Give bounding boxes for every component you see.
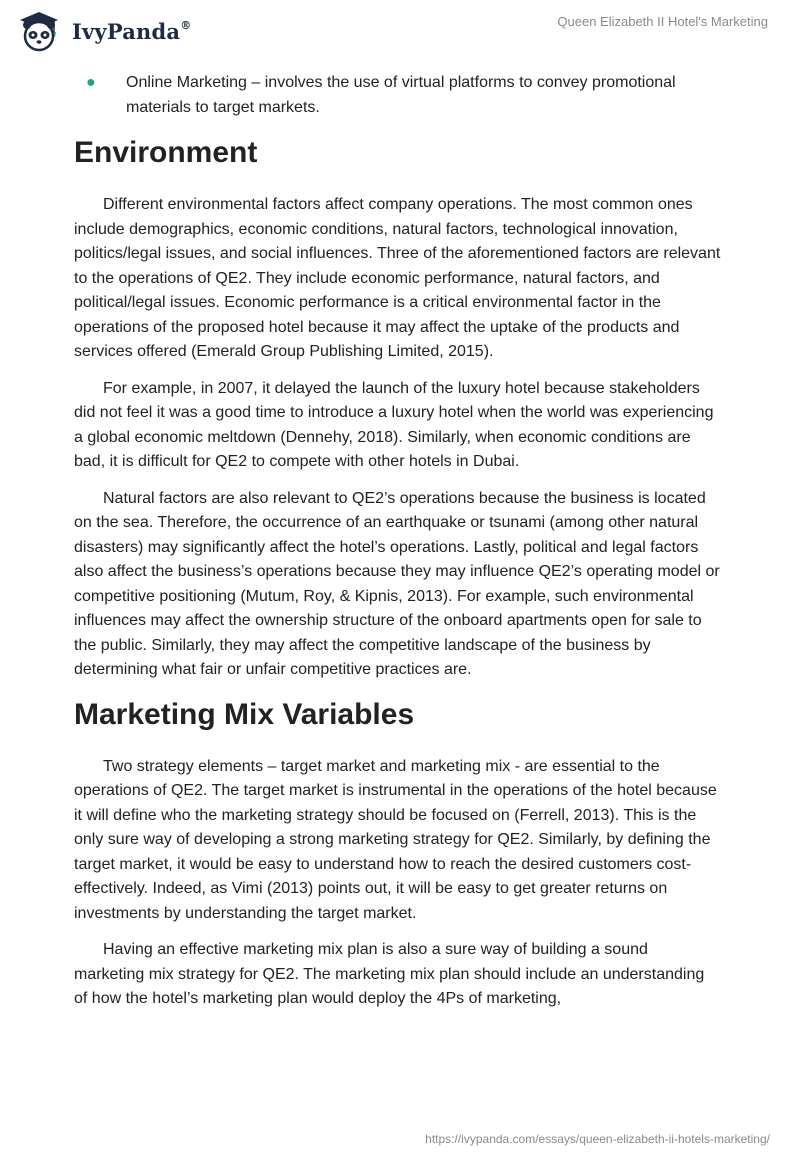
list-item-text: Online Marketing – involves the use of virtual platforms to convey promotional materials to target markets.: [126, 74, 676, 116]
brand-name[interactable]: [72, 19, 191, 44]
paragraph: Having an effective marketing mix plan is also a sure way of building a sound marketing mix strategy for QE2. The marketing mix plan should include an understanding of how the hotel’s marketing plan would deploy the 4Ps of marketing,: [74, 941, 705, 1007]
document-title: Queen Elizabeth II Hotel's Marketing: [557, 14, 768, 29]
source-url[interactable]: https://ivypanda.com/essays/queen-elizabeth-ii-hotels-marketing/: [425, 1132, 770, 1146]
bullet-dot-icon: ●: [86, 74, 96, 91]
page-header: [0, 0, 800, 64]
essay-content: [74, 70, 722, 1024]
list-item: [74, 70, 722, 120]
paragraph: Natural factors are also relevant to QE2’s operations because the business is located on the sea. Therefore, the occurrence of an earthquake or tsunami (among other natural disasters) may significantly affect the hotel’s operations. Lastly, political and legal factors also affect the business’s operations because they may influence QE2’s operating model or competitive positioning (Mutum, Roy, & Kipnis, 2013). For example, such environmental influences may affect the ownership structure of the onboard apartments open for sale to the public. Similarly, they may affect the competitive landscape of the business by determining what fair or unfair competitive practices are.: [74, 489, 720, 678]
paragraph: For example, in 2007, it delayed the launch of the luxury hotel because stakeholders did not feel it was a good time to introduce a luxury hotel when the world was experiencing a global economic meltdown (Dennehy, 2018). Similarly, when economic conditions are bad, it is difficult for QE2 to compete with other hotels in Dubai.: [74, 379, 714, 470]
brand-text: IvyPanda: [72, 19, 181, 44]
section-heading-marketing-mix: Marketing Mix Variables: [74, 697, 415, 731]
section-heading-environment: Environment: [74, 136, 258, 169]
paragraph: Different environmental factors affect company operations. The most common ones include demographics, economic conditions, natural factors, technological innovation, politics/legal issues, and social influences. Three of the aforementioned factors are relevant to the operations of QE2. They include economic performance, natural factors, and political/legal issues. Economic performance is a critical environmental factor in the operations of the proposed hotel because it may affect the uptake of the products and services offered (Emerald Group Publishing Limited, 2015).: [74, 196, 721, 360]
registered-mark: ®: [180, 19, 192, 32]
ivypanda-logo-icon[interactable]: [16, 8, 62, 54]
paragraph: Two strategy elements – target market and marketing mix - are essential to the operations of QE2. The target market is instrumental in the operations of the hotel because it will define who the marketing strategy should be focused on (Ferrell, 2013). This is the only sure way of developing a strong marketing strategy for QE2. Similarly, by defining the target market, it would be easy to understand how to reach the desired customers cost-effectively. Indeed, as Vimi (2013) points out, it will be easy to get greater returns on investments by understanding the target market.: [74, 757, 717, 922]
